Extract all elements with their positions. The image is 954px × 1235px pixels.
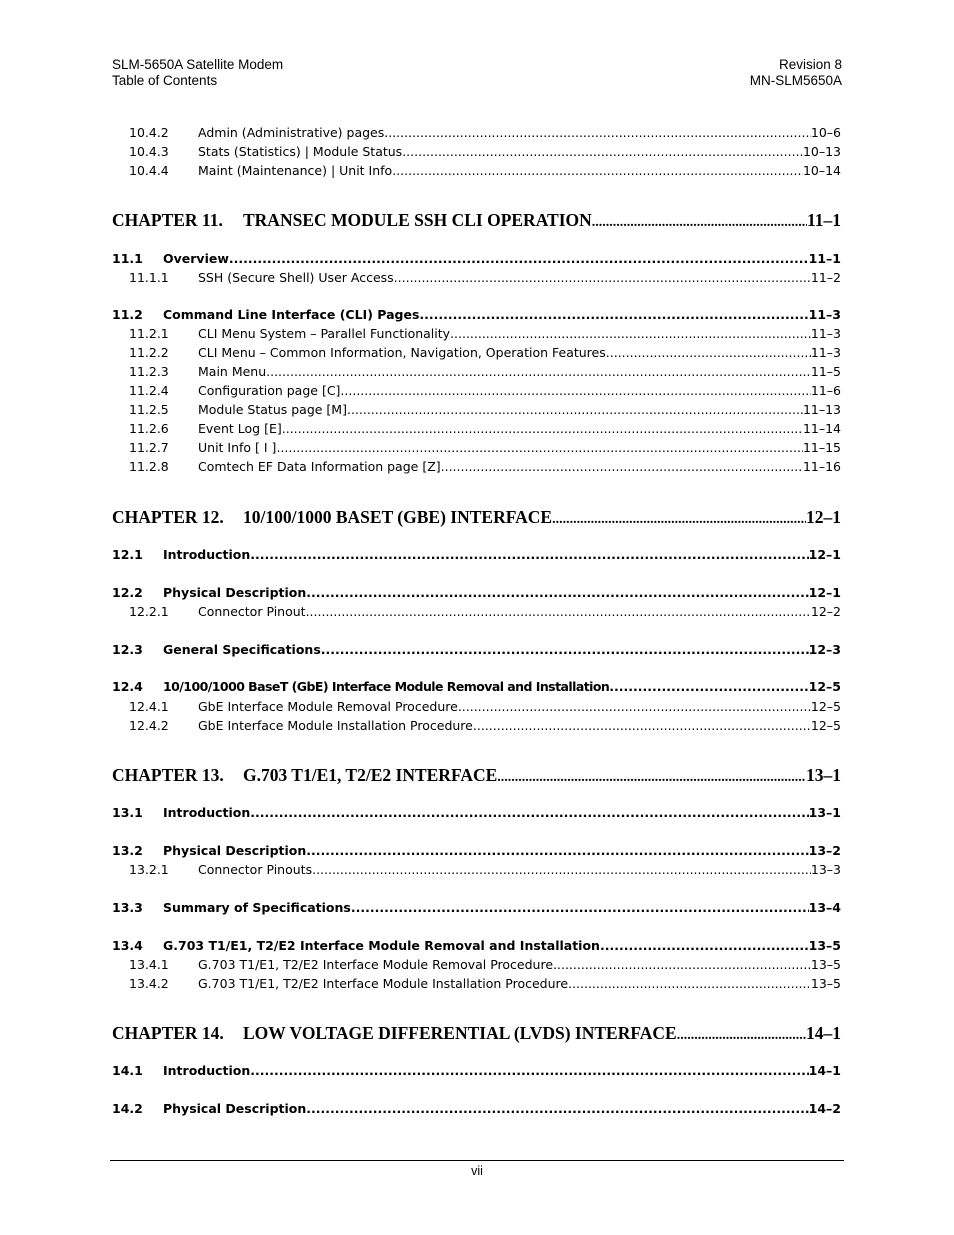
- footer-page-number: vii: [471, 1164, 483, 1178]
- toc-entry-section[interactable]: [112, 306, 841, 323]
- toc-entry-title: Event Log [E]: [198, 421, 282, 436]
- toc-entry-section[interactable]: [112, 250, 841, 267]
- toc-entry-title: Connector Pinout: [198, 604, 306, 619]
- dot-leader: [402, 143, 803, 160]
- toc-entry-title: G.703 T1/E1, T2/E2 Interface Module Removal and Installation: [163, 938, 600, 953]
- toc-entry-number: 10.4.2: [129, 125, 169, 140]
- dot-leader: [600, 937, 809, 954]
- toc-entry-title: Introduction: [163, 805, 251, 820]
- toc-entry-chapter[interactable]: [112, 506, 841, 528]
- toc-entry-number: 12.2.1: [129, 604, 169, 619]
- toc-entry-number: 13.3: [112, 900, 143, 915]
- dot-leader: [419, 306, 808, 323]
- toc-entry-number: 12.4.2: [129, 718, 169, 733]
- dot-leader: [568, 975, 811, 992]
- dot-leader: [321, 641, 809, 658]
- toc-entry-page: 11–3: [810, 345, 841, 360]
- dot-leader: [392, 162, 803, 179]
- toc-entry-page: 14–1: [808, 1063, 841, 1078]
- toc-entry-page: 11–6: [810, 383, 841, 398]
- toc-entry-number: 10.4.3: [129, 144, 169, 159]
- toc-entry-number: 11.2.6: [129, 421, 169, 436]
- toc-entry-number: 11.2.8: [129, 459, 169, 474]
- dot-leader: [394, 269, 811, 286]
- dot-leader: [282, 420, 803, 437]
- toc-entry-title: TRANSEC MODULE SSH CLI OPERATION: [243, 210, 592, 230]
- toc-entry-sub[interactable]: [112, 269, 841, 286]
- toc-entry-title: Command Line Interface (CLI) Pages: [163, 307, 420, 322]
- toc-entry-title: Introduction: [163, 1063, 251, 1078]
- toc-entry-page: 11–2: [810, 270, 841, 285]
- dot-leader: [553, 956, 811, 973]
- toc-entry-title: Unit Info [ I ]: [198, 440, 277, 455]
- toc-entry-title: LOW VOLTAGE DIFFERENTIAL (LVDS) INTERFACE: [243, 1023, 677, 1043]
- toc-entry-number: 14.1: [112, 1063, 143, 1078]
- toc-entry-section[interactable]: [112, 804, 841, 821]
- toc-entry-number: 11.2.4: [129, 383, 169, 398]
- toc-entry-page: 11–5: [810, 364, 841, 379]
- dot-leader: [306, 584, 808, 601]
- dot-leader: [306, 1100, 808, 1117]
- toc-entry-number: CHAPTER 11.: [112, 210, 223, 230]
- toc-entry-sub[interactable]: [112, 143, 841, 160]
- toc-entry-title: Comtech EF Data Information page [Z]: [198, 459, 441, 474]
- dot-leader: [384, 124, 811, 141]
- dot-leader: [312, 861, 811, 878]
- toc-entry-sub[interactable]: [112, 956, 841, 973]
- toc-entry-title: CLI Menu System – Parallel Functionality: [198, 326, 451, 341]
- toc-entry-title: 10/100/1000 BASET (GBE) INTERFACE: [243, 507, 553, 527]
- toc-entry-sub[interactable]: [112, 861, 841, 878]
- toc-entry-page: 12–1: [808, 585, 841, 600]
- dot-leader: [347, 401, 803, 418]
- toc-entry-number: 11.2.3: [129, 364, 169, 379]
- toc-entry-number: 11.1: [112, 251, 143, 266]
- manual-number: MN-SLM5650A: [749, 73, 842, 88]
- toc-entry-sub[interactable]: [112, 717, 841, 734]
- toc-entry-page: 10–14: [802, 163, 841, 178]
- toc-entry-number: 13.4: [112, 938, 143, 953]
- toc-entry-number: 11.2: [112, 307, 143, 322]
- toc-entry-page: 14–2: [808, 1101, 841, 1116]
- toc-entry-number: CHAPTER 12.: [112, 507, 224, 527]
- toc-entry-title: Stats (Statistics) | Module Status: [198, 144, 403, 159]
- dot-leader: [250, 804, 808, 821]
- toc-entry-number: CHAPTER 14.: [112, 1023, 224, 1043]
- toc-entry-title: CLI Menu – Common Information, Navigation, Operation Features: [198, 345, 606, 360]
- toc-entry-page: 12–2: [810, 604, 841, 619]
- toc-entry-section[interactable]: [112, 899, 841, 916]
- toc-entry-page: 11–16: [802, 459, 841, 474]
- toc-entry-chapter[interactable]: [112, 1022, 841, 1044]
- toc-entry-page: 14–1: [806, 1023, 841, 1043]
- toc-entry-page: 11–3: [808, 307, 841, 322]
- toc-entry-title: G.703 T1/E1, T2/E2 INTERFACE: [243, 765, 498, 785]
- toc-entry-chapter[interactable]: [112, 764, 841, 786]
- toc-entry-chapter[interactable]: [112, 209, 841, 231]
- toc-entry-sub[interactable]: [112, 698, 841, 715]
- toc-entry-title: SSH (Secure Shell) User Access: [198, 270, 394, 285]
- dot-leader: [497, 767, 806, 786]
- toc-entry-section[interactable]: [112, 584, 841, 601]
- toc-entry-page: 11–13: [802, 402, 841, 417]
- toc-entry-number: 13.2: [112, 843, 143, 858]
- revision: Revision 8: [778, 57, 842, 72]
- toc-entry-sub[interactable]: [112, 363, 841, 380]
- toc-entry-title: Connector Pinouts: [198, 862, 313, 877]
- toc-entry-sub[interactable]: [112, 603, 841, 620]
- toc-entry-title: Summary of Specifications: [163, 900, 351, 915]
- toc-entry-section[interactable]: [112, 1100, 841, 1117]
- dot-leader: [306, 603, 811, 620]
- toc-entry-title: Main Menu: [198, 364, 267, 379]
- toc-entry-page: 11–14: [802, 421, 841, 436]
- toc-entry-sub[interactable]: [112, 420, 841, 437]
- toc-entry-sub[interactable]: [112, 325, 841, 342]
- toc-entry-page: 12–5: [808, 679, 841, 694]
- toc-entry-title: Overview: [163, 251, 229, 266]
- dot-leader: [340, 382, 810, 399]
- toc-entry-title: Maint (Maintenance) | Unit Info: [198, 163, 393, 178]
- toc-entry-section[interactable]: [112, 1062, 841, 1079]
- toc-entry-title: GbE Interface Module Installation Procedure: [198, 718, 473, 733]
- toc-entry-number: 12.4.1: [129, 699, 169, 714]
- dot-leader: [458, 698, 811, 715]
- dot-leader: [229, 250, 809, 267]
- toc-entry-page: 13–5: [808, 938, 841, 953]
- dot-leader: [450, 325, 811, 342]
- toc-entry-page: 11–15: [802, 440, 841, 455]
- doc-title: SLM-5650A Satellite Modem: [112, 57, 284, 72]
- toc-entry-page: 13–5: [810, 957, 841, 972]
- toc-entry-page: 12–3: [808, 642, 841, 657]
- toc-entry-number: 14.2: [112, 1101, 143, 1116]
- toc-entry-page: 13–3: [810, 862, 841, 877]
- toc-entry-page: 13–1: [806, 765, 841, 785]
- section-title: Table of Contents: [112, 73, 218, 88]
- toc-entry-section[interactable]: [112, 641, 841, 658]
- toc-entry-number: 11.2.1: [129, 326, 169, 341]
- toc-entry-section[interactable]: [112, 842, 841, 859]
- toc-entry-number: 13.1: [112, 805, 143, 820]
- toc-entry-page: 13–1: [808, 805, 841, 820]
- dot-leader: [592, 212, 807, 231]
- dot-leader: [266, 363, 811, 380]
- toc-entry-title: Introduction: [163, 547, 251, 562]
- toc-entry-section[interactable]: [112, 546, 841, 563]
- toc-entry-page: 11–1: [806, 210, 841, 230]
- toc-entry-page: 12–1: [808, 547, 841, 562]
- toc-entry-sub[interactable]: [112, 162, 841, 179]
- toc-entry-section[interactable]: [112, 937, 841, 954]
- toc-entry-page: 12–5: [810, 699, 841, 714]
- toc-entry-number: 13.4.1: [129, 957, 169, 972]
- toc-entry-page: 12–5: [810, 718, 841, 733]
- toc-entry-title: G.703 T1/E1, T2/E2 Interface Module Removal Procedure: [198, 957, 554, 972]
- dot-leader: [441, 458, 803, 475]
- toc-entry-number: 12.3: [112, 642, 143, 657]
- toc-entry-sub[interactable]: [112, 975, 841, 992]
- toc-entry-page: 10–13: [802, 144, 841, 159]
- toc-entry-title: GbE Interface Module Removal Procedure: [198, 699, 458, 714]
- dot-leader: [473, 717, 811, 734]
- dot-leader: [250, 1062, 808, 1079]
- toc-entry-title: G.703 T1/E1, T2/E2 Interface Module Installation Procedure: [198, 976, 569, 991]
- dot-leader: [250, 546, 808, 563]
- dot-leader: [351, 899, 809, 916]
- toc-entry-title: General Specifications: [163, 642, 321, 657]
- toc-entry-title: Module Status page [M]: [198, 402, 347, 417]
- toc-entry-number: 10.4.4: [129, 163, 169, 178]
- dot-leader: [677, 1025, 806, 1044]
- dot-leader: [552, 509, 806, 528]
- toc-entry-title: Configuration page [C]: [198, 383, 341, 398]
- toc-entry-number: 13.4.2: [129, 976, 169, 991]
- footer-rule: [110, 1160, 844, 1161]
- toc-entry-title: Physical Description: [163, 1101, 307, 1116]
- toc-entry-sub[interactable]: [112, 124, 841, 141]
- toc-entry-page: 11–1: [808, 251, 841, 266]
- toc-entry-number: 11.1.1: [129, 270, 169, 285]
- toc-entry-page: 11–3: [810, 326, 841, 341]
- dot-leader: [606, 344, 811, 361]
- toc-entry-sub[interactable]: [112, 382, 841, 399]
- toc-entry-number: 11.2.2: [129, 345, 169, 360]
- toc-entry-number: 12.4: [112, 679, 143, 694]
- toc-entry-section[interactable]: [112, 678, 841, 695]
- toc-entry-number: 13.2.1: [129, 862, 169, 877]
- dot-leader: [306, 842, 808, 859]
- toc-entry-page: 13–4: [808, 900, 841, 915]
- toc-entry-title: Admin (Administrative) pages: [198, 125, 385, 140]
- toc-entry-sub[interactable]: [112, 401, 841, 418]
- toc-entry-sub[interactable]: [112, 344, 841, 361]
- toc-entry-title: Physical Description: [163, 585, 307, 600]
- toc-entry-number: 11.2.5: [129, 402, 169, 417]
- toc-entry-page: 13–5: [810, 976, 841, 991]
- toc-entry-number: 12.1: [112, 547, 143, 562]
- toc-entry-page: 13–2: [808, 843, 841, 858]
- dot-leader: [276, 439, 803, 456]
- toc-entry-page: 12–1: [806, 507, 841, 527]
- toc-entry-title: Physical Description: [163, 843, 307, 858]
- toc-entry-page: 10–6: [810, 125, 841, 140]
- toc-entry-sub[interactable]: [112, 439, 841, 456]
- toc-entry-number: CHAPTER 13.: [112, 765, 224, 785]
- toc-entry-title: 10/100/1000 BaseT (GbE) Interface Module Removal and Installation: [163, 679, 610, 694]
- toc-entry-number: 12.2: [112, 585, 143, 600]
- toc-entry-number: 11.2.7: [129, 440, 169, 455]
- toc-entry-sub[interactable]: [112, 458, 841, 475]
- dot-leader: [609, 678, 808, 695]
